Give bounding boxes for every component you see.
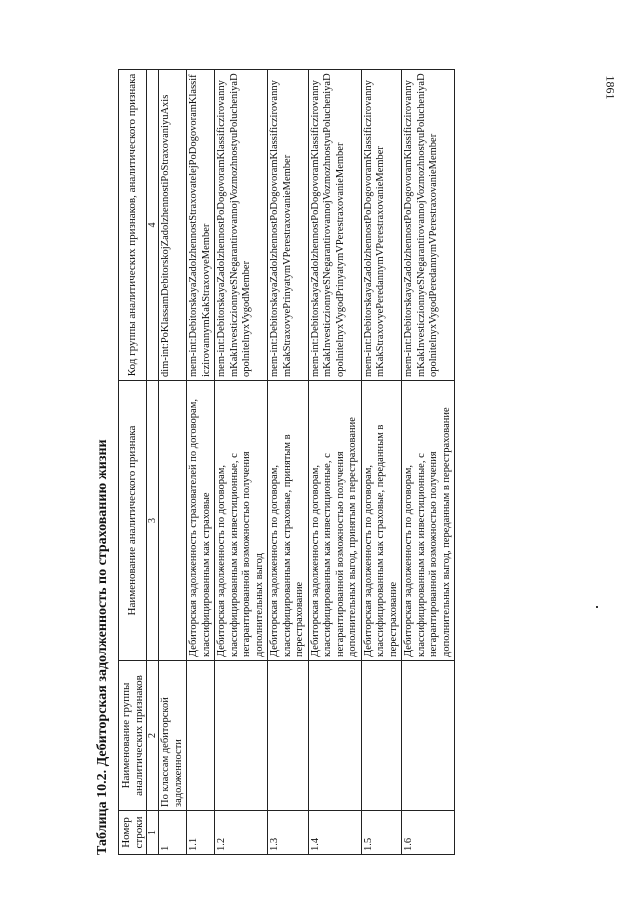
column-number: 1 [147, 811, 159, 855]
receivables-table [118, 69, 455, 855]
attribute-code: dim-int:PoKlassamDebitorskojZadolzhennostiPoStraxovaniyuAxis [159, 70, 187, 381]
header-attribute-name: Наименование аналитического признака [119, 381, 147, 661]
row-number: 1.5 [361, 811, 402, 855]
table-row [402, 70, 455, 855]
header-row-number: Номер строки [119, 811, 147, 855]
group-name [268, 661, 309, 811]
table-row [159, 70, 187, 855]
attribute-name: Дебиторская задолженность по договорам, классифицированным как страховые, принятым в перестрахование [268, 381, 309, 661]
group-name [402, 661, 455, 811]
attribute-code: mem-int:DebitorskayaZadolzhennostStraxovatelejPoDogovoramKlassificzirovannymKakStraxovyeMember [187, 70, 215, 381]
header-row [119, 70, 147, 855]
group-name [187, 661, 215, 811]
table-row [187, 70, 215, 855]
row-number: 1.6 [402, 811, 455, 855]
table-caption: Таблица 10.2. Дебиторская задолженность по страхованию жизни [95, 439, 110, 855]
attribute-code: mem-int:DebitorskayaZadolzhennostPoDogovoramKlassificzirovannymKakInvesticzionnyeSNegarantirovannojVozmozhnostyuPolucheniyaDopolnitelnyxVygodPeredannymVPerestraxovanieMember [402, 70, 455, 381]
column-number: 4 [147, 70, 159, 381]
group-name [308, 661, 361, 811]
column-number-row [147, 70, 159, 855]
row-number: 1 [159, 811, 187, 855]
table-row [268, 70, 309, 855]
row-number: 1.1 [187, 811, 215, 855]
header-code: Код группы аналитических признаков, аналитического признака [119, 70, 147, 381]
table-row [308, 70, 361, 855]
group-name [361, 661, 402, 811]
attribute-code: mem-int:DebitorskayaZadolzhennostPoDogovoramKlassificzirovannymKakStraxovyePeredannymVPerestraxovanieMember [361, 70, 402, 381]
group-name: По классам дебиторской задолженности [159, 661, 187, 811]
header-group-name: Наименование группы аналитических признаков [119, 661, 147, 811]
attribute-code: mem-int:DebitorskayaZadolzhennostPoDogovoramKlassificzirovannymKakInvesticzionnyeSNegarantirovannojVozmozhnostyuPolucheniyaDopolnitelnyxVygodPrinyatymVPerestraxovanieMember [308, 70, 361, 381]
attribute-name: Дебиторская задолженность страхователей по договорам, классифицированным как страховые [187, 381, 215, 661]
attribute-name: Дебиторская задолженность по договорам, классифицированным как страховые, переданным в перестрахование [361, 381, 402, 661]
attribute-code: mem-int:DebitorskayaZadolzhennostPoDogovoramKlassificzirovannymKakStraxovyePrinyatymVPerestraxovanieMember [268, 70, 309, 381]
rotated-page-content [92, 65, 612, 855]
attribute-name [159, 381, 187, 661]
page-number: 1861 [603, 75, 618, 100]
column-number: 3 [147, 381, 159, 661]
table-row [361, 70, 402, 855]
attribute-code: mem-int:DebitorskayaZadolzhennostPoDogovoramKlassificzirovannymKakInvesticzionnyeSNegarantirovannojVozmozhnostyuPolucheniyaDopolnitelnyxVygodMember [215, 70, 268, 381]
group-name [215, 661, 268, 811]
attribute-name: Дебиторская задолженность по договорам, классифицированным как инвестиционные, с негарантированной возможностью получения дополнительных выгод, принятым в перестрахование [308, 381, 361, 661]
row-number: 1.4 [308, 811, 361, 855]
row-number: 1.3 [268, 811, 309, 855]
row-number: 1.2 [215, 811, 268, 855]
table-row [215, 70, 268, 855]
attribute-name: Дебиторская задолженность по договорам, классифицированным как инвестиционные, с негарантированной возможностью получения дополнительных выгод [215, 381, 268, 661]
attribute-name: Дебиторская задолженность по договорам, классифицированным как инвестиционные, с негарантированной возможностью получения дополнительных выгод, переданным в перестрахование [402, 381, 455, 661]
column-number: 2 [147, 661, 159, 811]
